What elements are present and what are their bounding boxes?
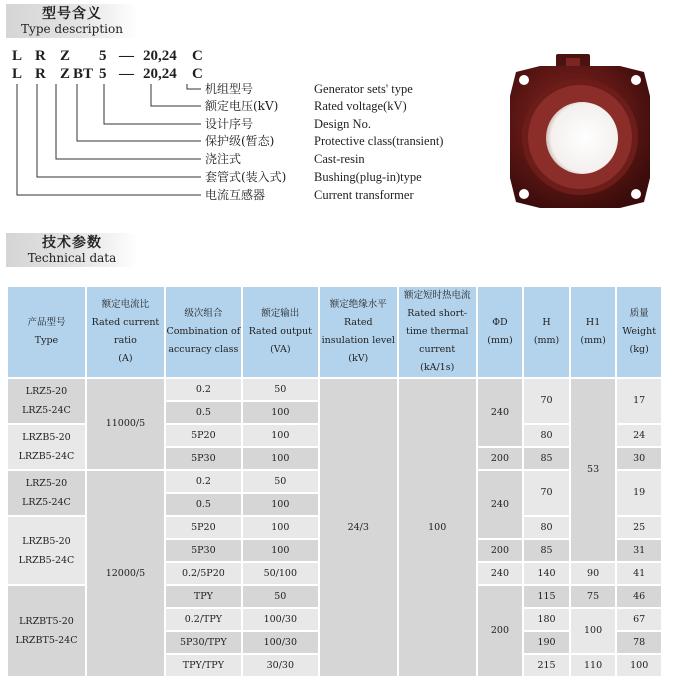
output-cell: 100/30	[242, 631, 319, 654]
h-cell: 115	[523, 585, 570, 608]
desc-en-design: Design No.	[314, 117, 371, 131]
code-char: Z	[60, 66, 71, 82]
phid-cell: 200	[477, 447, 524, 470]
header-unit: (mm)	[487, 335, 513, 346]
technical-data-banner	[6, 233, 138, 267]
output-cell: 50	[242, 470, 319, 493]
type-description-title-cn: 型号含义	[42, 6, 102, 22]
code-char: Z	[60, 48, 71, 64]
h-cell: 70	[523, 470, 570, 516]
desc-en-ct: Current transformer	[314, 188, 414, 202]
header-h1	[570, 286, 617, 378]
output-cell: 100	[242, 539, 319, 562]
accuracy-cell: 0.2	[165, 378, 242, 401]
header-weight	[616, 286, 662, 378]
weight-cell: 78	[616, 631, 662, 654]
type-text: LRZB5-20	[22, 432, 71, 443]
output-cell: 30/30	[242, 654, 319, 677]
type-text: LRZ5-24C	[22, 497, 71, 508]
code-char: BT	[73, 66, 94, 82]
desc-en-cast: Cast-resin	[314, 152, 365, 166]
output-cell: 50	[242, 585, 319, 608]
type-cell	[7, 585, 86, 677]
thermal-cell: 100	[398, 378, 477, 677]
output-cell: 50/100	[242, 562, 319, 585]
header-en: Type	[34, 335, 59, 346]
accuracy-cell: 5P20	[165, 516, 242, 539]
accuracy-cell: TPY/TPY	[165, 654, 242, 677]
type-text: LRZB5-20	[22, 535, 71, 547]
h-cell: 80	[523, 424, 570, 447]
type-cell	[7, 424, 86, 470]
type-cell	[7, 516, 86, 585]
code-char: 20,24	[143, 66, 177, 82]
code-char: 20,24	[143, 48, 177, 64]
type-text: LRZB5-24C	[18, 451, 75, 462]
code-char: R	[35, 66, 46, 82]
header-accuracy	[165, 286, 242, 378]
desc-en-generator: Generator sets' type	[314, 82, 413, 96]
header-unit: (A)	[118, 353, 133, 364]
code-char: —	[119, 66, 134, 82]
code-char: —	[119, 48, 134, 64]
header-cn: H1	[585, 317, 601, 328]
desc-cn-cast: 浇注式	[205, 152, 242, 166]
insulation-cell: 24/3	[319, 378, 398, 677]
table-row	[7, 378, 662, 401]
phid-cell: 240	[477, 562, 524, 585]
desc-cn-design: 设计序号	[205, 117, 254, 131]
accuracy-cell: TPY	[165, 585, 242, 608]
type-text: LRZBT5-20	[19, 616, 74, 627]
type-text: LRZ5-20	[25, 478, 68, 489]
header-en: Rated insulation level	[321, 317, 395, 346]
type-text: LRZ5-20	[25, 386, 68, 397]
code-char: L	[12, 48, 23, 64]
weight-cell: 67	[616, 608, 662, 631]
phid-cell: 200	[477, 585, 524, 677]
type-cell	[7, 470, 86, 516]
h1-cell: 90	[570, 562, 617, 585]
output-cell: 100/30	[242, 608, 319, 631]
h-cell: 180	[523, 608, 570, 631]
output-cell: 50	[242, 378, 319, 401]
code-char: C	[192, 66, 203, 82]
h1-cell: 53	[570, 378, 617, 562]
h-cell: 80	[523, 516, 570, 539]
code-char: C	[192, 48, 203, 64]
desc-en-protective: Protective class(transient)	[314, 134, 444, 148]
header-cn: 额定输出	[261, 308, 300, 319]
output-cell: 100	[242, 447, 319, 470]
output-cell: 100	[242, 401, 319, 424]
phid-cell: 240	[477, 470, 524, 539]
header-cn: H	[542, 317, 551, 328]
h-cell: 85	[523, 539, 570, 562]
weight-cell: 24	[616, 424, 662, 447]
weight-cell: 17	[616, 378, 662, 424]
technical-data-title-cn: 技术参数	[42, 235, 102, 251]
header-insulation	[319, 286, 398, 378]
header-cn: 质量	[629, 308, 649, 319]
type-cell	[7, 378, 86, 424]
accuracy-cell: 5P30/TPY	[165, 631, 242, 654]
weight-cell: 46	[616, 585, 662, 608]
h-cell: 70	[523, 378, 570, 424]
h-cell: 140	[523, 562, 570, 585]
header-unit: (mm)	[580, 335, 606, 346]
h-cell: 85	[523, 447, 570, 470]
weight-cell: 30	[616, 447, 662, 470]
type-text: LRZB5-24C	[18, 554, 75, 566]
code-char: L	[12, 66, 23, 82]
phid-cell: 200	[477, 539, 524, 562]
header-en: Combination of accuracy class	[166, 326, 241, 355]
accuracy-cell: 5P30	[165, 447, 242, 470]
header-en: Rated current ratio	[91, 317, 160, 346]
accuracy-cell: 0.2/TPY	[165, 608, 242, 631]
header-unit: (VA)	[270, 344, 291, 355]
desc-en-voltage: Rated voltage(kV)	[314, 99, 407, 113]
table-header-row	[7, 286, 662, 378]
output-cell: 100	[242, 493, 319, 516]
desc-en-bushing: Bushing(plug-in)type	[314, 170, 422, 184]
desc-cn-protective: 保护级(暂态)	[205, 134, 275, 148]
header-cn: 级次组合	[184, 308, 223, 319]
desc-cn-ct: 电流互感器	[205, 188, 266, 202]
weight-cell: 19	[616, 470, 662, 516]
phid-cell: 240	[477, 378, 524, 447]
header-h	[523, 286, 570, 378]
weight-cell: 31	[616, 539, 662, 562]
header-en: Weight	[622, 326, 657, 337]
header-cn: 额定短时热电流	[403, 290, 471, 301]
header-cn: 产品型号	[27, 317, 66, 328]
desc-cn-voltage: 额定电压(kV)	[205, 99, 279, 113]
ratio-cell: 12000/5	[86, 470, 165, 677]
code-char: 5	[99, 48, 107, 64]
accuracy-cell: 0.2	[165, 470, 242, 493]
type-text: LRZBT5-24C	[15, 635, 78, 646]
header-unit: (mm)	[533, 335, 560, 346]
output-cell: 100	[242, 516, 319, 539]
code-char: 5	[99, 66, 107, 82]
accuracy-cell: 0.5	[165, 401, 242, 424]
transformer-product-image	[500, 52, 660, 222]
ratio-cell: 11000/5	[86, 378, 165, 470]
h-cell: 215	[523, 654, 570, 677]
technical-data-table	[6, 285, 663, 678]
header-en: Rated short-time thermal current	[406, 308, 469, 355]
header-unit: (kA/1s)	[420, 362, 455, 373]
weight-cell: 41	[616, 562, 662, 585]
header-en: Rated output	[248, 326, 312, 337]
weight-cell: 25	[616, 516, 662, 539]
accuracy-cell: 5P20	[165, 424, 242, 447]
desc-cn-bushing: 套管式(装入式)	[205, 170, 287, 184]
header-cn: ΦD	[492, 317, 508, 328]
header-phid	[477, 286, 524, 378]
header-ratio	[86, 286, 165, 378]
h1-cell: 110	[570, 654, 617, 677]
header-output	[242, 286, 319, 378]
header-cn: 额定电流比	[101, 299, 150, 310]
accuracy-cell: 0.5	[165, 493, 242, 516]
header-unit: (kV)	[348, 353, 369, 364]
technical-data-title-en: Technical data	[27, 251, 117, 265]
header-thermal	[398, 286, 477, 378]
accuracy-cell: 0.2/5P20	[165, 562, 242, 585]
header-type	[7, 286, 86, 378]
h-cell: 190	[523, 631, 570, 654]
h1-cell: 75	[570, 585, 617, 608]
header-unit: (kg)	[629, 344, 649, 355]
accuracy-cell: 5P30	[165, 539, 242, 562]
type-description-title-en: Type description	[21, 22, 123, 36]
type-text: LRZ5-24C	[22, 405, 71, 416]
header-cn: 额定绝缘水平	[329, 299, 387, 310]
code-char: R	[35, 48, 46, 64]
weight-cell: 100	[616, 654, 662, 677]
h1-cell: 100	[570, 608, 617, 654]
output-cell: 100	[242, 424, 319, 447]
desc-cn-generator: 机组型号	[205, 82, 254, 96]
